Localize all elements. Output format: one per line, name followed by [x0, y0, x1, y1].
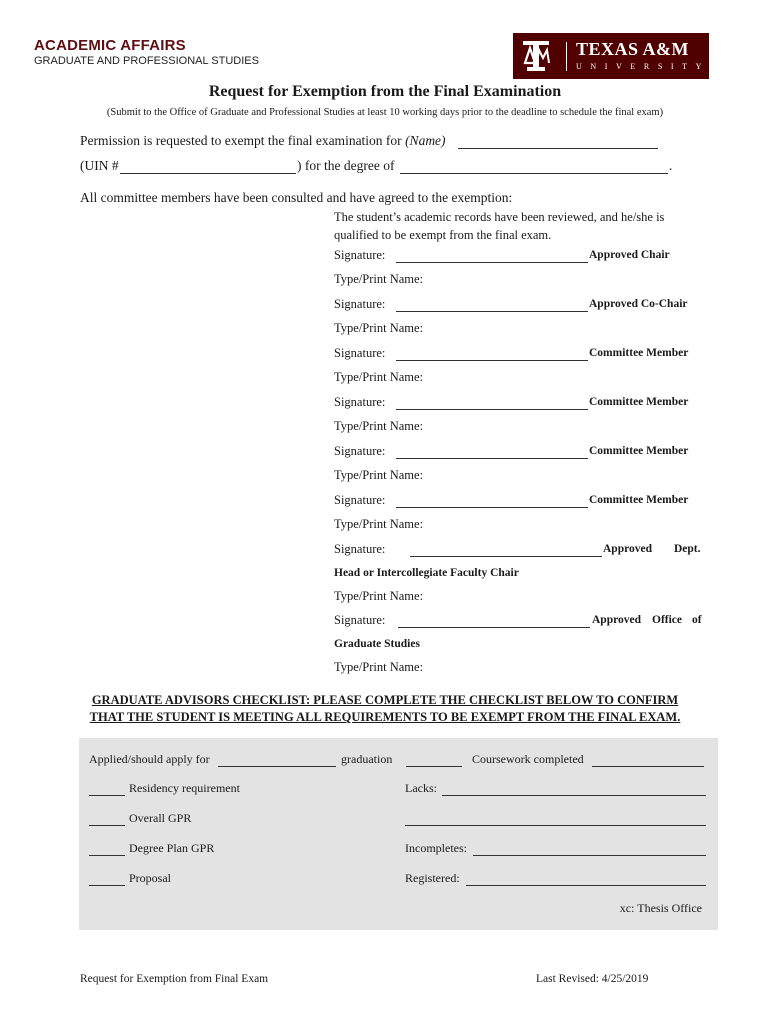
degree-field[interactable]	[400, 173, 668, 174]
print-name-label: Type/Print Name:	[334, 370, 424, 384]
coursework-field[interactable]	[592, 766, 704, 767]
proposal-check-field[interactable]	[89, 885, 125, 886]
member-role: Committee Member	[589, 396, 689, 408]
footer-revision-date: Last Revised: 4/25/2019	[536, 973, 649, 985]
ogs-role-office: Office	[652, 614, 683, 626]
logo-divider	[566, 42, 567, 71]
checklist-heading	[0, 692, 770, 726]
signature-label: Signature:	[334, 395, 386, 409]
uin-prefix: (UIN #	[80, 158, 119, 173]
applied-label: Applied/should apply for	[89, 752, 210, 766]
ogs-role-graduate-studies: Graduate Studies	[334, 638, 420, 650]
member-signature-field[interactable]	[396, 409, 588, 410]
permission-name-label: (Name)	[405, 133, 446, 148]
dept-role-approved: Approved	[603, 543, 652, 555]
print-name-label: Type/Print Name:	[334, 517, 424, 531]
dept-head-signature-field[interactable]	[410, 556, 602, 557]
logo-subtitle: UNIVERSITY	[576, 62, 710, 71]
incompletes-field[interactable]	[473, 855, 706, 856]
degree-plan-gpr-label: Degree Plan GPR	[129, 841, 215, 855]
member-signature-field[interactable]	[396, 458, 588, 459]
overall-gpr-check-field[interactable]	[89, 825, 125, 826]
member-signature-field[interactable]	[396, 507, 588, 508]
member-role: Committee Member	[589, 347, 689, 359]
lacks-field[interactable]	[442, 795, 706, 796]
print-name-label: Type/Print Name:	[334, 589, 424, 603]
residency-label: Residency requirement	[129, 781, 240, 795]
residency-check-field[interactable]	[89, 795, 125, 796]
xc-thesis-office: xc: Thesis Office	[619, 901, 702, 915]
registered-label: Registered:	[405, 871, 460, 885]
graduation-label: graduation	[341, 752, 393, 766]
signature-label: Signature:	[334, 613, 386, 627]
ogs-role-of: of	[692, 614, 702, 626]
committee-intro: All committee members have been consulted and have agreed to the exemption:	[80, 190, 513, 205]
checklist-heading-line-1: GRADUATE ADVISORS CHECKLIST: PLEASE COMPLETE THE CHECKLIST BELOW TO CONFIRM	[91, 693, 679, 707]
degree-end: .	[669, 158, 673, 173]
applied-field[interactable]	[218, 766, 336, 767]
graduation-field[interactable]	[406, 766, 462, 767]
checklist-box	[79, 738, 718, 930]
dept-role-dept: Dept.	[674, 543, 701, 555]
form-title: Request for Exemption from the Final Examination	[208, 83, 562, 100]
department-subtitle: GRADUATE AND PROFESSIONAL STUDIES	[34, 55, 259, 67]
print-name-label: Type/Print Name:	[334, 419, 424, 433]
degree-prefix: ) for the degree of	[297, 158, 395, 173]
lacks-label: Lacks:	[405, 781, 437, 795]
print-name-label: Type/Print Name:	[334, 272, 424, 286]
signature-label: Signature:	[334, 493, 386, 507]
logo-name: TEXAS A&M	[576, 39, 690, 59]
cochair-role: Approved Co-Chair	[589, 298, 688, 310]
university-logo	[513, 33, 709, 79]
permission-text: Permission is requested to exempt the final examination for	[80, 133, 406, 148]
signature-label: Signature:	[334, 297, 386, 311]
chair-role: Approved Chair	[589, 249, 670, 261]
proposal-label: Proposal	[129, 871, 171, 885]
checklist-heading-line-2: THAT THE STUDENT IS MEETING ALL REQUIREMENTS TO BE EXEMPT FROM THE FINAL EXAM.	[89, 710, 681, 724]
chair-signature-field[interactable]	[396, 262, 588, 263]
print-name-label: Type/Print Name:	[334, 468, 424, 482]
cochair-signature-field[interactable]	[396, 311, 588, 312]
member-signature-field[interactable]	[396, 360, 588, 361]
records-line-2: qualified to be exempt from the final exam.	[334, 228, 552, 242]
ogs-signature-field[interactable]	[398, 627, 590, 628]
student-name-field[interactable]	[458, 148, 658, 149]
signature-label: Signature:	[334, 346, 386, 360]
dept-role-head: Head or Intercollegiate Faculty Chair	[334, 567, 519, 579]
department-title: ACADEMIC AFFAIRS	[34, 37, 186, 54]
permission-line	[80, 133, 446, 149]
atm-logo-icon	[521, 39, 551, 73]
member-role: Committee Member	[589, 445, 689, 457]
lacks-continued-field[interactable]	[405, 825, 706, 826]
registered-field[interactable]	[466, 885, 706, 886]
signature-label: Signature:	[334, 248, 386, 262]
coursework-label: Coursework completed	[472, 752, 584, 766]
signature-label: Signature:	[334, 444, 386, 458]
member-role: Committee Member	[589, 494, 689, 506]
overall-gpr-label: Overall GPR	[129, 811, 192, 825]
uin-field[interactable]	[120, 173, 296, 174]
signature-label: Signature:	[334, 542, 386, 556]
footer-form-name: Request for Exemption from Final Exam	[80, 973, 269, 985]
degree-plan-gpr-check-field[interactable]	[89, 855, 125, 856]
ogs-role-approved: Approved	[592, 614, 641, 626]
form-subtitle: (Submit to the Office of Graduate and Professional Studies at least 10 working days prior to the deadline to schedule the final exam)	[106, 107, 664, 118]
print-name-label: Type/Print Name:	[334, 321, 424, 335]
incompletes-label: Incompletes:	[405, 841, 467, 855]
records-line-1: The student’s academic records have been reviewed, and he/she is	[334, 210, 665, 224]
print-name-label: Type/Print Name:	[334, 660, 424, 674]
